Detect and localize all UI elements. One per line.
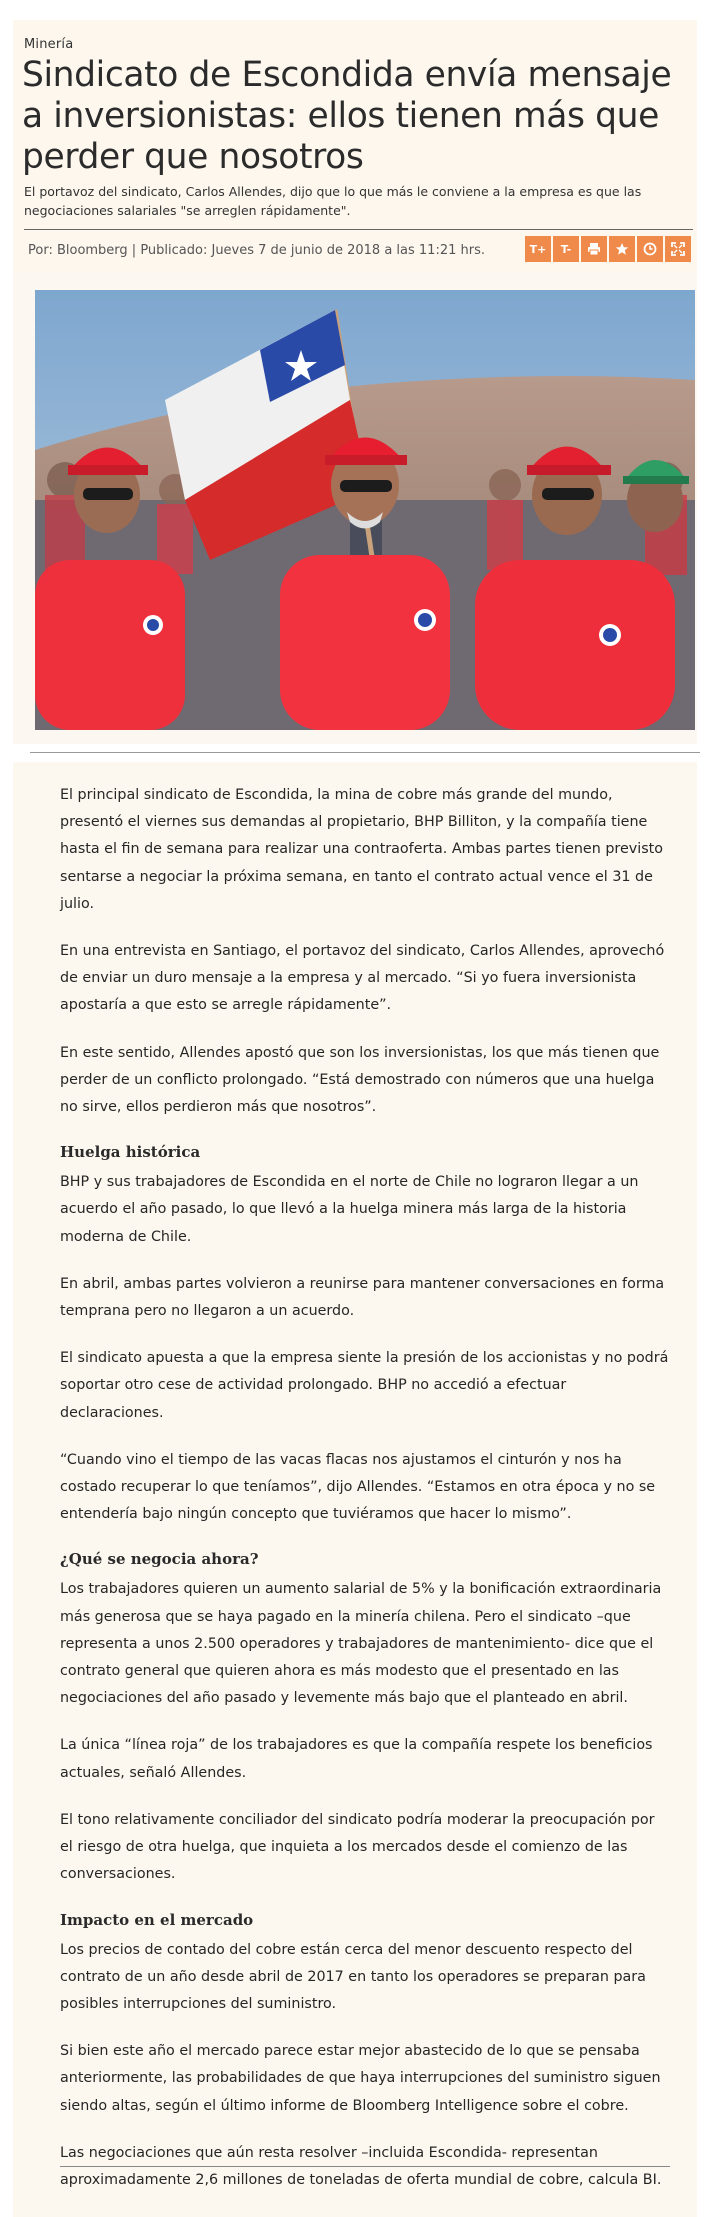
paragraph: En una entrevista en Santiago, el portavoz del sindicato, Carlos Allendes, aprovechó de enviar un duro mensaje a la empresa y al mercado. “Si yo fuera inversionista apostaría a que esto se arregle rápidamente”. (60, 943, 665, 1014)
favorite-button[interactable] (609, 236, 635, 262)
paragraph: El tono relativamente conciliador del sindicato podría moderar la preocupación por el riesgo de otra huelga, que inquieta a los mercados desde el comienzo de las conversaciones. (60, 1811, 655, 1883)
print-button[interactable] (581, 236, 607, 262)
decrease-text-button[interactable] (553, 236, 579, 262)
article-byline: Por: Bloomberg | Publicado: Jueves 7 de junio de 2018 a las 11:21 hrs. (28, 243, 485, 258)
paragraph: Si bien este año el mercado parece estar mejor abastecido de lo que se pensaba anteriormente, las probabilidades de que haya interrupciones del suministro siguen siendo altas, según el último informe de Bloomberg Intelligence sobre el cobre. (60, 2043, 661, 2114)
divider (30, 752, 700, 753)
star-icon (615, 242, 629, 256)
article-title: Sindicato de Escondida envía mensaje a inversionistas: ellos tienen más que perder que nosotros (22, 55, 672, 177)
divider (24, 229, 693, 230)
article-body (60, 782, 670, 2214)
paragraph: El principal sindicato de Escondida, la mina de cobre más grande del mundo, presentó el viernes sus demandas al propietario, BHP Billiton, y la compañía tiene hasta el fin de semana para realizar una contraoferta. Ambas partes tienen previsto sentarse a negociar la próxima semana, en tanto el contrato actual vence el 31 de julio. (60, 787, 663, 912)
paragraph: La única “línea roja” de los trabajadores es que la compañía respete los beneficios actuales, señaló Allendes. (60, 1737, 653, 1781)
article-toolbar (525, 236, 691, 262)
subheading: ¿Qué se negocia ahora? (60, 1550, 259, 1569)
decrease-text-label: T- (560, 242, 572, 256)
article-photo (35, 290, 695, 730)
fullscreen-icon (671, 242, 685, 256)
section-label[interactable]: Minería (24, 37, 74, 52)
subheading: Huelga histórica (60, 1143, 201, 1162)
paragraph: En abril, ambas partes volvieron a reunirse para mantener conversaciones en forma temprana pero no llegaron a un acuerdo. (60, 1275, 665, 1320)
fullscreen-button[interactable] (665, 236, 691, 262)
read-later-button[interactable] (637, 236, 663, 262)
paragraph: “Cuando vino el tiempo de las vacas flacas nos ajustamos el cinturón y nos ha costado recuperar lo que teníamos”, dijo Allendes. “Estamos en otra época y no se entendería bajo ningún concepto que tuviéramos que hacer lo mismo”. (60, 1451, 656, 1523)
increase-text-label: T+ (529, 242, 547, 256)
paragraph: En este sentido, Allendes apostó que son los inversionistas, los que más tienen que perder de un conflicto prolongado. “Está demostrado con números que una huelga no sirve, ellos perdieron más que nosotros”. (60, 1044, 660, 1116)
print-icon (587, 242, 601, 256)
article-lead: El portavoz del sindicato, Carlos Allendes, dijo que lo que más le conviene a la empresa es que las negociaciones salariales "se arreglen rápidamente". (24, 184, 642, 218)
increase-text-button[interactable] (525, 236, 551, 262)
clock-icon (643, 242, 657, 256)
paragraph: Los precios de contado del cobre están cerca del menor descuento respecto del contrato de un año desde abril de 2017 en tanto los operadores se preparan para posibles interrupciones del suministro. (60, 1941, 646, 2012)
paragraph: Las negociaciones que aún resta resolver –incluida Escondida- representan aproximadamente 2,6 millones de toneladas de oferta mundial de cobre, calcula BI. (60, 2144, 662, 2188)
paragraph: Los trabajadores quieren un aumento salarial de 5% y la bonificación extraordinaria más generosa que se haya pagado en la minería chilena. Pero el sindicato –que representa a unos 2.500 operadores y trabajadores de mantenimiento- dice que el contrato general que quieren ahora es más modesto que el presentado en las negociaciones del año pasado y levemente más bajo que el planteado en abril. (60, 1581, 662, 1707)
paragraph: El sindicato apuesta a que la empresa siente la presión de los accionistas y no podrá soportar otro cese de actividad prolongado. BHP no accedió a efectuar declaraciones. (60, 1350, 669, 1421)
divider (60, 2166, 670, 2167)
subheading: Impacto en el mercado (60, 1910, 254, 1929)
photo-icon (35, 290, 695, 730)
paragraph: BHP y sus trabajadores de Escondida en el norte de Chile no lograron llegar a un acuerdo el año pasado, lo que llevó a la huelga minera más larga de la historia moderna de Chile. (60, 1174, 639, 1245)
